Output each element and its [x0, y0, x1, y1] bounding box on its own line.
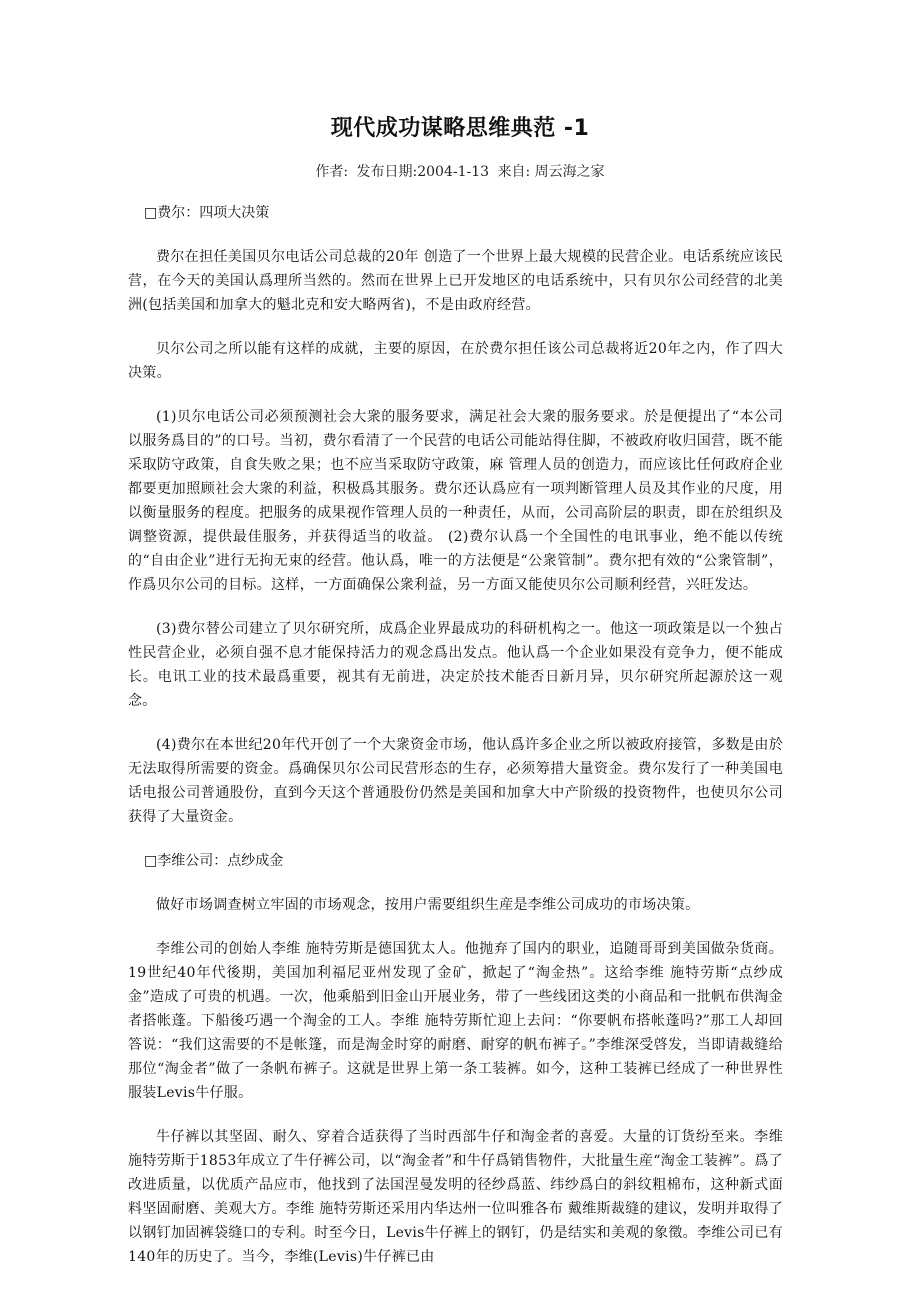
- meta-date: 发布日期:2004-1-13: [356, 164, 490, 180]
- paragraph: 费尔在担任美国贝尔电话公司总裁的20年 创造了一个世界上最大规模的民营企业。电话系统应该民营，在今天的美国认爲理所当然的。然而在世界上已开发地区的电话系统中，只有贝尔公司经营的北美洲(包括美国和加拿大的魁北克和安大略两省)，不是由政府经营。: [128, 249, 783, 313]
- document-meta: [0, 160, 920, 184]
- document-body: [128, 201, 783, 1289]
- meta-source: 来自: 周云海之家: [497, 164, 605, 180]
- document-title: 现代成功谋略思维典范 -1: [330, 116, 590, 141]
- section-heading-feier: □费尔：四项大决策: [144, 205, 270, 221]
- section-heading-levis: □李维公司：点纱成金: [144, 853, 284, 869]
- paragraph: 做好市场调查树立牢固的市场观念，按用户需要组织生産是李维公司成功的市场决策。: [156, 897, 700, 913]
- paragraph: (1)贝尔电话公司必须预测社会大衆的服务要求，满足社会大衆的服务要求。於是便提出了“本公司以服务爲目的”的口号。当初，费尔看清了一个民营的电话公司能站得住脚，不被政府收归国营，既不能采取防守政策，自食失败之果；也不应当采取防守政策，麻 管理人员的创造力，而应该比任何政府企业都要更加照顾社会大衆的利益，积极爲其服务。费尔还认爲应有一项判断管理人员及其作业的尺度，用以衡量服务的程度。把服务的成果视作管理人员的一种责任，从而，公司高阶层的职责，即在於组织及调整资源，提供最佳服务，并获得适当的收益。 (2)费尔认爲一个全国性的电讯事业，绝不能以传统的“自由企业”进行无拘无束的经营。他认爲，唯一的方法便是“公衆管制”。费尔把有效的“公衆管制”，作爲贝尔公司的目标。这样，一方面确保公衆利益，另一方面又能使贝尔公司顺利经营，兴旺发达。: [128, 409, 783, 593]
- paragraph: (4)费尔在本世纪20年代开创了一个大衆资金市场，他认爲许多企业之所以被政府接管，多数是由於无法取得所需要的资金。爲确保贝尔公司民营形态的生存，必须筹措大量资金。费尔发行了一种美国电话电报公司普通股份，直到今天这个普通股份仍然是美国和加拿大中产阶级的投资物件，也使贝尔公司获得了大量资金。: [128, 737, 783, 825]
- paragraph: 牛仔裤以其坚固、耐久、穿着合适获得了当时西部牛仔和淘金者的喜爱。大量的订货纷至来。李维 施特劳斯于1853年成立了牛仔裤公司，以“淘金者”和牛仔爲销售物件，大批量生産“淘金工装裤”。爲了改进质量，以优质产品应市，他找到了法国涅曼发明的径纱爲蓝、纬纱爲白的斜纹粗棉布，这种新式面料坚固耐磨、美观大方。李维 施特劳斯还采用内华达州一位叫雅各布 戴维斯裁缝的建议，发明并取得了以钢钉加固裤袋缝口的专利。时至今日，Levis牛仔裤上的钢钉，仍是结实和美观的象徵。李维公司已有140年的历史了。当今，李维(Levis)牛仔裤已由: [128, 1129, 783, 1265]
- paragraph: 贝尔公司之所以能有这样的成就，主要的原因，在於费尔担任该公司总裁将近20年之内，作了四大决策。: [128, 341, 783, 381]
- meta-author: 作者:: [315, 164, 349, 180]
- paragraph: 李维公司的创始人李维 施特劳斯是德国犹太人。他抛弃了国内的职业，追随哥哥到美国做杂货商。19世纪40年代後期，美国加利福尼亚州发现了金矿，掀起了“淘金热”。这给李维 施特劳斯“点纱成金”造成了可贵的机遇。一次，他乘船到旧金山开展业务，带了一些线团这类的小商品和一批帆布供淘金者搭帐蓬。下船後巧遇一个淘金的工人。李维 施特劳斯忙迎上去问：“你要帆布搭帐蓬吗?”那工人却回答说：“我们这需要的不是帐篷，而是淘金时穿的耐磨、耐穿的帆布裤子。”李维深受啓发，当即请裁缝给那位“淘金者”做了一条帆布裤子。这就是世界上第一条工装裤。如今，这种工装裤已经成了一种世界性服装Levis牛仔服。: [128, 941, 783, 1101]
- paragraph: (3)费尔替公司建立了贝尔研究所，成爲企业界最成功的科研机构之一。他这一项政策是以一个独占性民营企业，必须自强不息才能保持活力的观念爲出发点。他认爲一个企业如果没有竞争力，便不能成长。电讯工业的技术最爲重要，视其有无前进，决定於技术能否日新月异，贝尔研究所起源於这一观念。: [128, 621, 783, 709]
